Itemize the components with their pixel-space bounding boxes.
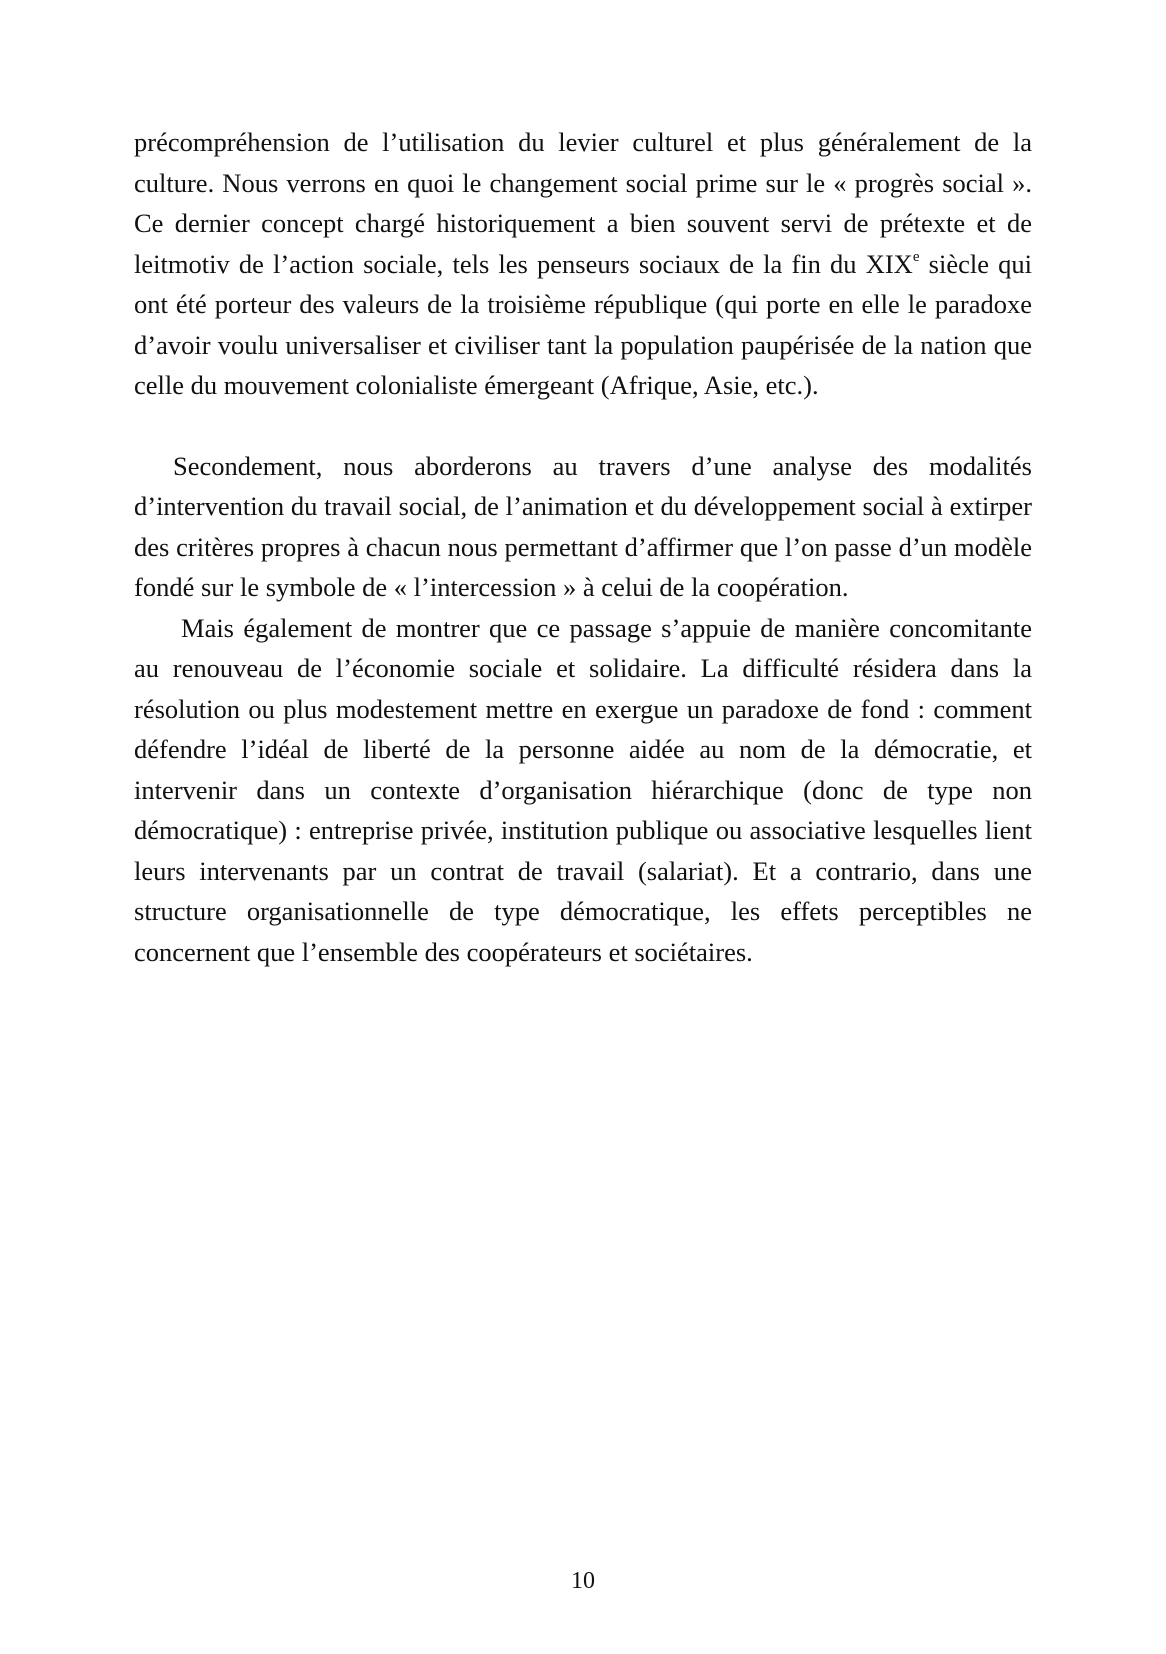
century-superscript: e <box>912 248 920 265</box>
page-number: 10 <box>571 1568 595 1594</box>
paragraph-2: Secondement, nous aborderons au travers d’une analyse des modalités d’intervention du travail social, de l’animation et du développement social à extirper des critères propres à chacun nous permettant d’affirmer que l’on passe d’un modèle fondé sur le symbole de « l’intercession » à celui de la coopération. <box>134 450 1032 602</box>
paragraph-3: Mais également de montrer que ce passage s’appuie de manière concomitante au renouveau de l’économie sociale et solidaire. La difficulté résidera dans la résolution ou plus modestement mettre en exergue un paradoxe de fond : comment défendre l’idéal de liberté de la personne aidée au nom de la démocratie, et intervenir dans un contexte d’organisation hiérarchique (donc de type non démocratique) : entreprise privée, institution publique ou associative lesquelles lient leurs intervenants par un contrat de travail (salariat). Et a contrario, dans une structure organisationnelle de type démocratique, les effets perceptibles ne concernent que l’ensemble des coopérateurs et sociétaires. <box>134 612 1032 967</box>
paragraph-1 <box>134 122 1032 406</box>
document-body <box>134 122 1032 972</box>
paragraph-1-text-b: siècle qui ont été porteur des valeurs de la troisième république (qui porte en elle le paradoxe d’avoir voulu universaliser et civiliser tant la population paupérisée de la nation que celle du mouvement colonialiste émergeant (Afrique, Asie, etc.). <box>134 248 1033 400</box>
paragraph-1-text-a: précompréhension de l’utilisation du levier culturel et plus généralement de la culture. Nous verrons en quoi le changement social prime sur le « progrès social ». Ce dernier concept chargé historiquement a bien souvent servi de prétexte et de leitmotiv de l’action sociale, tels les penseurs sociaux de la fin du XIX <box>134 127 1032 279</box>
